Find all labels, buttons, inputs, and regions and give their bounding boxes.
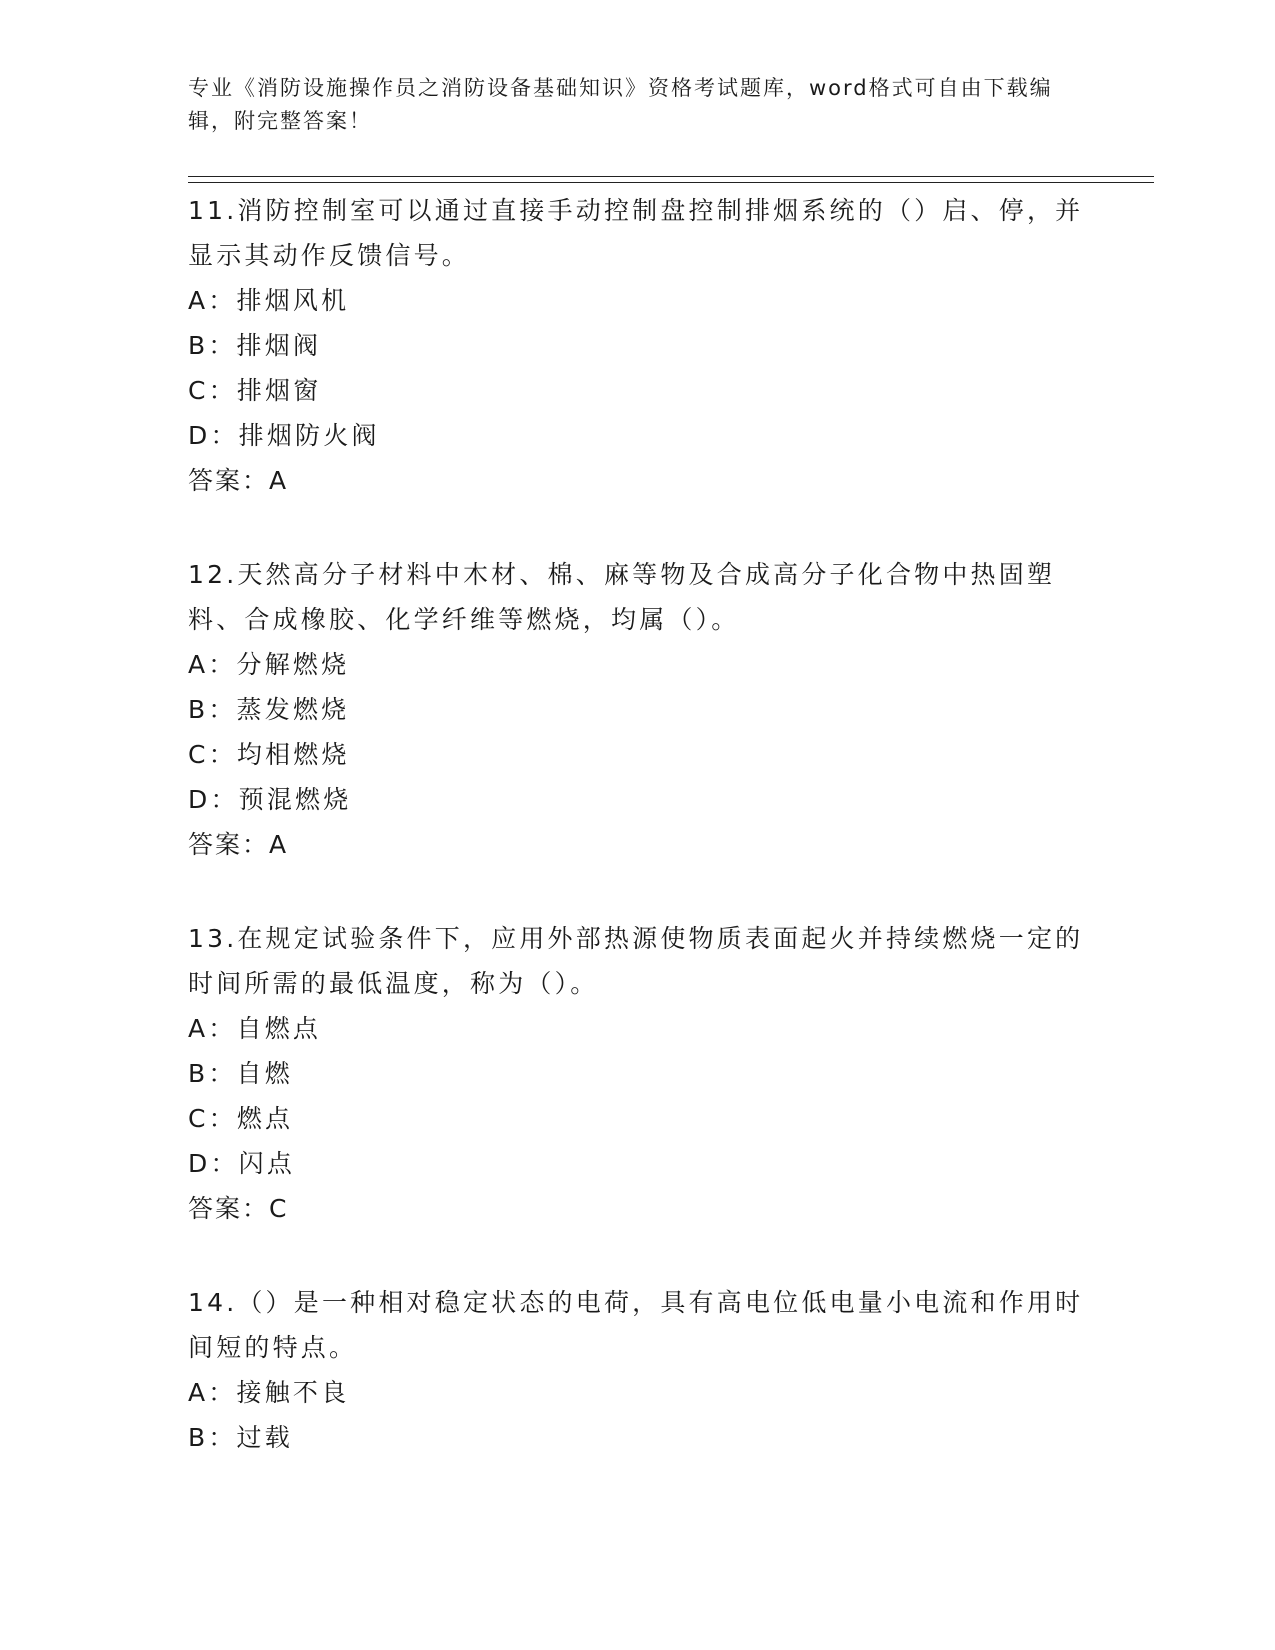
document-header <box>188 72 1088 138</box>
option-a: A：自燃点 <box>188 1014 322 1043</box>
option-b: B：蒸发燃烧 <box>188 695 350 724</box>
option-d: D：预混燃烧 <box>188 785 352 814</box>
option-b: B：排烟阀 <box>188 331 322 360</box>
header-text: 专业《消防设施操作员之消防设备基础知识》资格考试题库，word格式可自由下载编辑，附完整答案！ <box>188 76 1053 133</box>
answer: 答案：C <box>188 1194 289 1223</box>
question-stem: 14.（）是一种相对稳定状态的电荷，具有高电位低电量小电流和作用时间短的特点。 <box>188 1288 1084 1362</box>
option-c: C：排烟窗 <box>188 376 322 405</box>
question-14 <box>188 1280 1088 1460</box>
option-b: B：过载 <box>188 1423 293 1452</box>
question-13 <box>188 916 1088 1231</box>
question-12 <box>188 552 1088 867</box>
option-d: D：闪点 <box>188 1149 296 1178</box>
question-11 <box>188 188 1088 503</box>
option-a: A：接触不良 <box>188 1378 350 1407</box>
option-d: D：排烟防火阀 <box>188 421 380 450</box>
question-stem: 11.消防控制室可以通过直接手动控制盘控制排烟系统的（）启、停，并显示其动作反馈信号。 <box>188 196 1084 270</box>
option-c: C：燃点 <box>188 1104 294 1133</box>
option-b: B：自燃 <box>188 1059 293 1088</box>
header-divider-bottom <box>188 182 1154 183</box>
question-stem: 13.在规定试验条件下，应用外部热源使物质表面起火并持续燃烧一定的时间所需的最低温度，称为（）。 <box>188 924 1084 998</box>
option-a: A：排烟风机 <box>188 286 350 315</box>
answer: 答案：A <box>188 830 289 859</box>
option-c: C：均相燃烧 <box>188 740 350 769</box>
question-stem: 12.天然高分子材料中木材、棉、麻等物及合成高分子化合物中热固塑料、合成橡胶、化学纤维等燃烧，均属（）。 <box>188 560 1056 634</box>
option-a: A：分解燃烧 <box>188 650 350 679</box>
answer: 答案：A <box>188 466 289 495</box>
header-divider-top <box>188 176 1154 177</box>
